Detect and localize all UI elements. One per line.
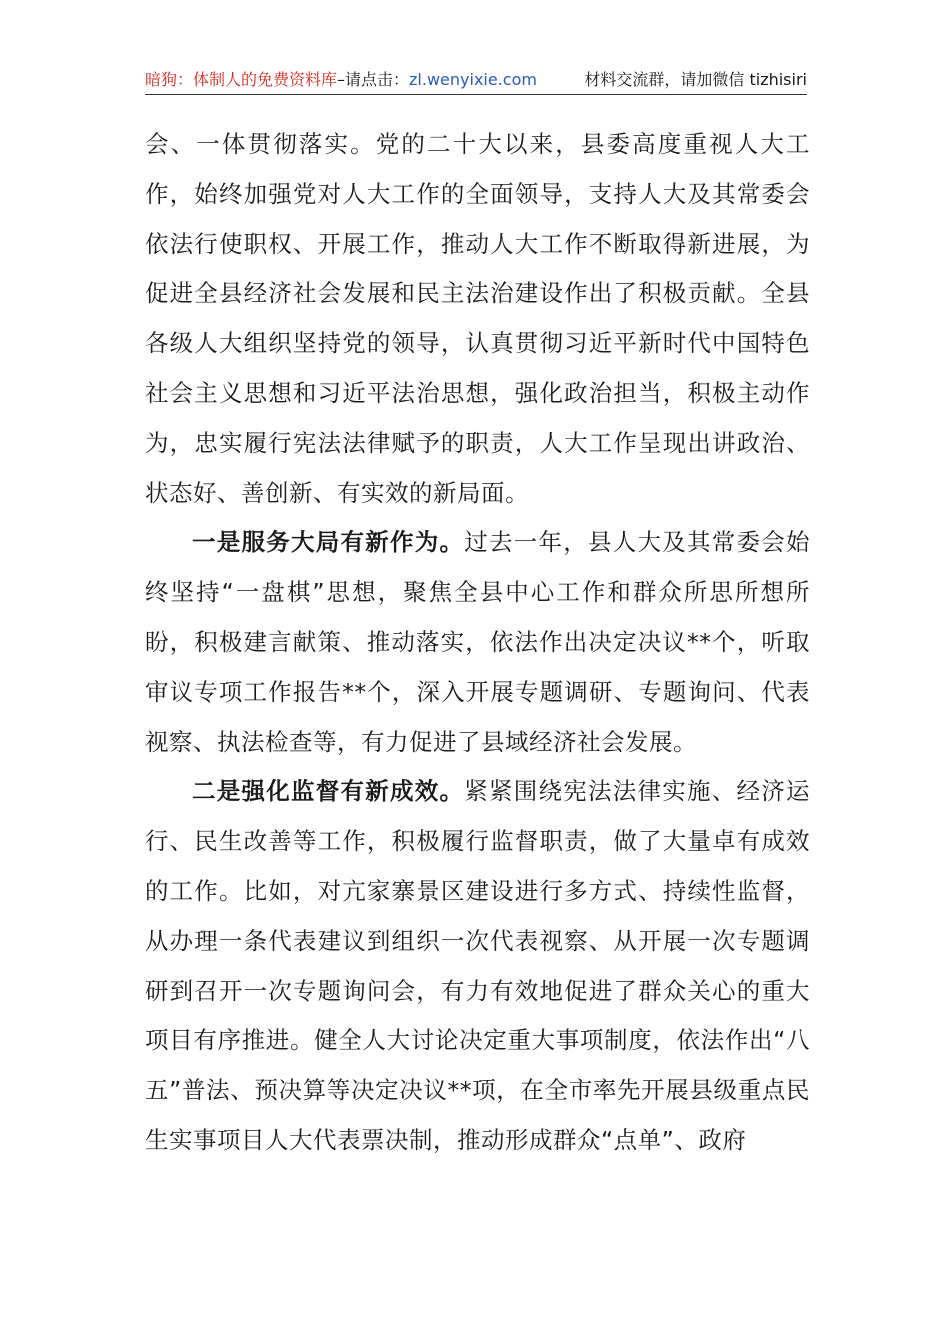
paragraph-text: 紧紧围绕宪法法律实施、经济运行、民生改善等工作，积极履行监督职责，做了大量卓有成效的工作。比如，对亢家寨景区建设进行多方式、持续性监督，从办理一条代表建议到组织一次代表视察、从开展一次专题调研到召开一次专题询问会，有力有效地促进了群众关心的重大项目有序推进。健全人大讨论决定重大事项制度，依法作出“八五”普法、预决算等决定决议**项，在全市率先开展县级重点民生实事项目人大代表票决制，推动形成群众“点单”、政府 bbox=[145, 777, 810, 1154]
paragraph-text: 过去一年，县人大及其常委会始终坚持“一盘棋”思想，聚焦全县中心工作和群众所思所想所盼，积极建言献策、推动落实，依法作出决定决议**个，听取审议专项工作报告**个，深入开展专题调研、专题询问、代表视察、执法检查等，有力促进了县域经济社会发展。 bbox=[145, 528, 810, 756]
paragraph-supervision bbox=[145, 767, 810, 1165]
page-header bbox=[145, 66, 807, 95]
document-body bbox=[145, 120, 810, 1166]
header-contact-text: 材料交流群，请加微信 tizhisiri bbox=[584, 70, 807, 89]
paragraph-lead: 一是服务大局有新作为。 bbox=[192, 528, 465, 557]
paragraph-lead: 二是强化监督有新成效。 bbox=[192, 777, 465, 806]
paragraph-text: 会、一体贯彻落实。党的二十大以来，县委高度重视人大工作，始终加强党对人大工作的全面领导，支持人大及其常委会依法行使职权、开展工作，推动人大工作不断取得新进展，为促进全县经济社会发展和民主法治建设作出了积极贡献。全县各级人大组织坚持党的领导，认真贯彻习近平新时代中国特色社会主义思想和习近平法治思想，强化政治担当，积极主动作为，忠实履行宪法法律赋予的职责，人大工作呈现出讲政治、状态好、善创新、有实效的新局面。 bbox=[145, 130, 810, 507]
header-promo-text: 暗狗：体制人的免费资料库 bbox=[145, 70, 338, 89]
header-link[interactable]: zl.wenyixie.com bbox=[409, 70, 537, 89]
paragraph-service bbox=[145, 518, 810, 767]
header-link-prefix: –请点击： bbox=[337, 70, 410, 89]
paragraph-intro bbox=[145, 120, 810, 518]
